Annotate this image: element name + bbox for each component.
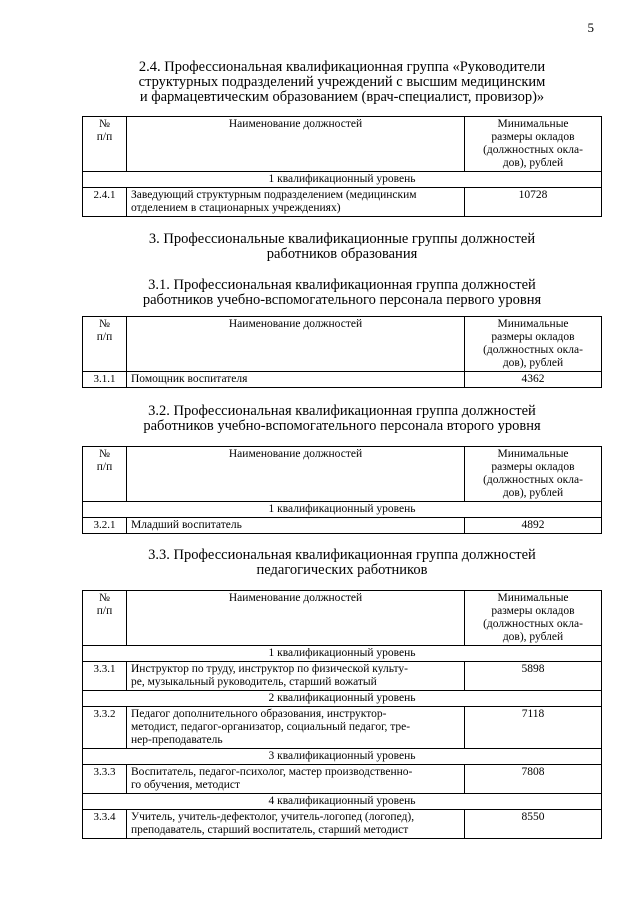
row-salary: 10728 <box>465 188 602 217</box>
table-3-2 <box>82 446 602 534</box>
row-salary: 4362 <box>465 372 602 388</box>
section-3-title <box>82 232 602 262</box>
section-3-2-title <box>82 404 602 434</box>
title-line: 3.3. Профессиональная квалификационная группа должностей <box>148 547 536 563</box>
header-num: № п/п <box>83 591 127 646</box>
table-row <box>83 707 602 749</box>
level-row <box>83 502 602 518</box>
section-3-3-title <box>82 548 602 578</box>
row-salary: 7808 <box>465 765 602 794</box>
title-line: педагогических работников <box>256 562 428 578</box>
title-line: и фармацевтическим образованием (врач-специалист, провизор)» <box>139 89 545 105</box>
row-salary: 7118 <box>465 707 602 749</box>
level-label: 1 квалификационный уровень <box>83 172 602 188</box>
level-row <box>83 794 602 810</box>
row-num: 3.3.3 <box>83 765 127 794</box>
row-salary: 4892 <box>465 518 602 534</box>
level-row <box>83 691 602 707</box>
row-num: 3.1.1 <box>83 372 127 388</box>
title-line: 3.1. Профессиональная квалификационная группа должностей <box>148 277 536 293</box>
row-num: 3.3.4 <box>83 810 127 839</box>
page-number: 5 <box>587 20 594 35</box>
title-line: 3.2. Профессиональная квалификационная группа должностей <box>148 403 536 419</box>
table-header-row <box>83 591 602 646</box>
header-name: Наименование должностей <box>127 117 465 172</box>
title-line: 3. Профессиональные квалификационные группы должностей <box>148 231 536 247</box>
row-name: Инструктор по труду, инструктор по физической культу- ре, музыкальный руководитель, старший вожатый <box>127 662 465 691</box>
table-header-row <box>83 447 602 502</box>
table-row <box>83 765 602 794</box>
row-name: Помощник воспитателя <box>127 372 465 388</box>
level-row <box>83 646 602 662</box>
header-name: Наименование должностей <box>127 317 465 372</box>
row-salary: 8550 <box>465 810 602 839</box>
title-line: работников учебно-вспомогательного персонала первого уровня <box>142 292 542 308</box>
table-2-4 <box>82 116 602 217</box>
table-row <box>83 810 602 839</box>
header-num: № п/п <box>83 317 127 372</box>
row-salary: 5898 <box>465 662 602 691</box>
header-name: Наименование должностей <box>127 447 465 502</box>
section-3-1-title <box>82 278 602 308</box>
section-2-4-title <box>82 60 602 105</box>
header-salary: Минимальные размеры окладов (должностных окла- дов), рублей <box>465 447 602 502</box>
table-3-3 <box>82 590 602 839</box>
table-3-1 <box>82 316 602 388</box>
header-num: № п/п <box>83 117 127 172</box>
table-header-row <box>83 317 602 372</box>
title-line: работников учебно-вспомогательного персонала второго уровня <box>143 418 541 434</box>
header-salary: Минимальные размеры окладов (должностных окла- дов), рублей <box>465 591 602 646</box>
row-name: Заведующий структурным подразделением (медицинским отделением в стационарных учреждениях) <box>127 188 465 217</box>
row-num: 3.2.1 <box>83 518 127 534</box>
level-label: 1 квалификационный уровень <box>83 502 602 518</box>
row-name: Учитель, учитель-дефектолог, учитель-логопед (логопед), преподаватель, старший воспитатель, старший методист <box>127 810 465 839</box>
table-row <box>83 518 602 534</box>
title-line: 2.4. Профессиональная квалификационная группа «Руководители <box>138 59 546 75</box>
header-salary: Минимальные размеры окладов (должностных окла- дов), рублей <box>465 117 602 172</box>
row-num: 3.3.2 <box>83 707 127 749</box>
table-row <box>83 372 602 388</box>
level-row <box>83 172 602 188</box>
level-label: 1 квалификационный уровень <box>83 646 602 662</box>
row-name: Педагог дополнительного образования, инструктор- методист, педагог-организатор, социальный педагог, тре- нер-преподаватель <box>127 707 465 749</box>
table-row <box>83 188 602 217</box>
row-num: 2.4.1 <box>83 188 127 217</box>
header-salary: Минимальные размеры окладов (должностных окла- дов), рублей <box>465 317 602 372</box>
header-name: Наименование должностей <box>127 591 465 646</box>
row-name: Воспитатель, педагог-психолог, мастер производственно- го обучения, методист <box>127 765 465 794</box>
level-label: 4 квалификационный уровень <box>83 794 602 810</box>
title-line: структурных подразделений учреждений с высшим медицинским <box>138 74 546 90</box>
table-row <box>83 662 602 691</box>
title-line: работников образования <box>266 246 418 262</box>
header-num: № п/п <box>83 447 127 502</box>
level-row <box>83 749 602 765</box>
row-num: 3.3.1 <box>83 662 127 691</box>
level-label: 3 квалификационный уровень <box>83 749 602 765</box>
table-header-row <box>83 117 602 172</box>
row-name: Младший воспитатель <box>127 518 465 534</box>
level-label: 2 квалификационный уровень <box>83 691 602 707</box>
